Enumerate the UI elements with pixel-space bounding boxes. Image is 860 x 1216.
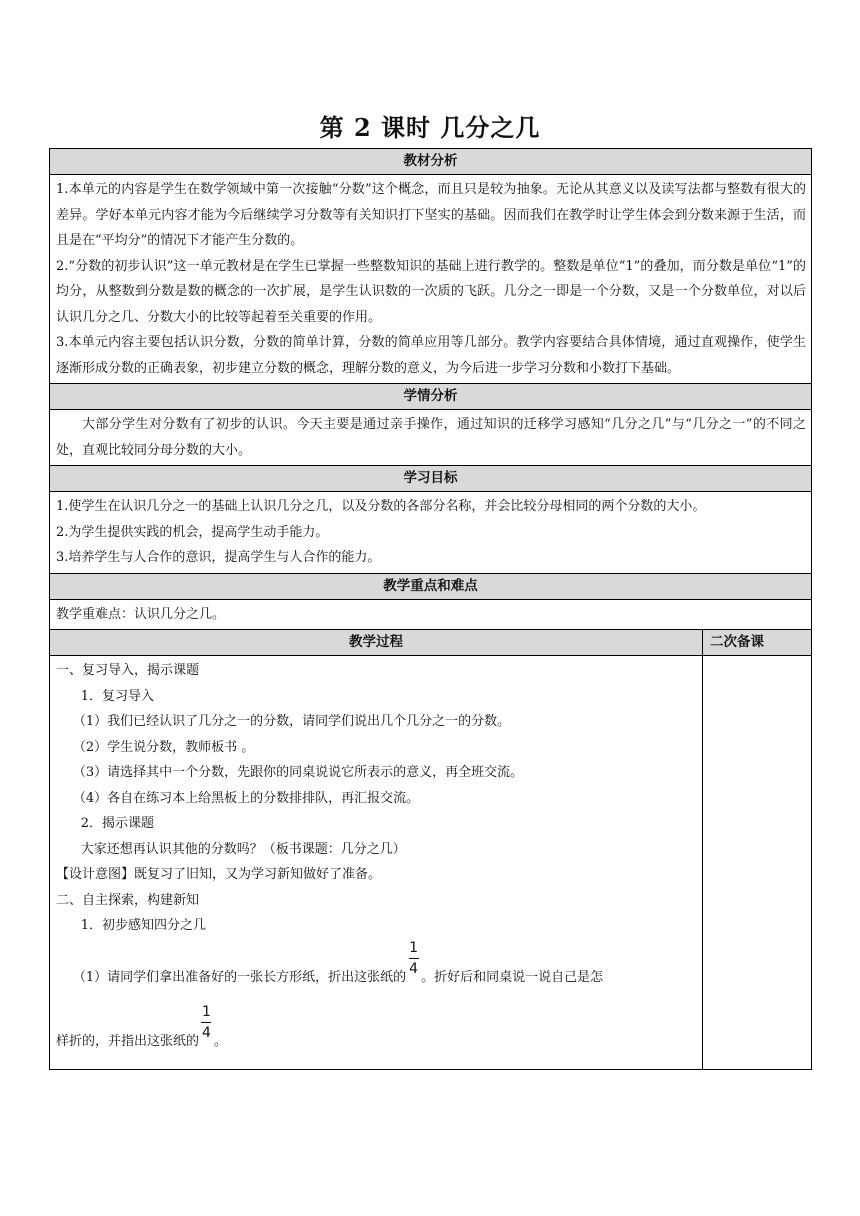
lesson-plan-table	[49, 148, 812, 1070]
fraction-bar	[409, 958, 419, 959]
learning-goals-header: 学习目标	[50, 466, 811, 492]
textbook-paragraph-2: 2.“分数的初步认识”这一单元教材是在学生已掌握一些整数知识的基础上进行教学的。整数是单位“1”的叠加，而分数是单位“1”的均分，从整数到分数是数的概念的一次扩展，是学生认识数的一次质的飞跃。几分之一即是一个分数，又是一个分数单位，对以后认识几分之几、分数大小的比较等起着至关重要的作用。	[56, 258, 806, 325]
process-line-13-tail: 。	[213, 1033, 227, 1049]
process-line-12-tail: 。折好后和同桌说一说自己是怎	[421, 969, 604, 985]
process-line-12-text: （1）请同学们拿出准备好的一张长方形纸，折出这张纸的	[72, 969, 407, 985]
teaching-process-content	[50, 656, 703, 1069]
process-line-10: 二、自主探索，构建新知	[56, 892, 200, 908]
fraction-one-quarter	[408, 940, 419, 977]
process-line-8: 大家还想再认识其他的分数吗？（板书课题：几分之几）	[80, 841, 406, 857]
student-paragraph-1: 大部分学生对分数有了初步的认识。今天主要是通过亲手操作，通过知识的迁移学习感知“几分之几”与“几分之一”的不同之处，直观比较同分母分数的大小。	[56, 417, 806, 458]
second-prep-header: 二次备课	[710, 634, 764, 650]
process-body-row	[50, 656, 811, 1069]
learning-goals-body	[50, 492, 811, 574]
process-line-13	[56, 1003, 698, 1067]
key-point-1: 教学重难点：认识几分之几。	[56, 606, 226, 622]
key-points-header: 教学重点和难点	[50, 574, 811, 600]
process-header-row	[50, 630, 811, 656]
process-line-4: （2）学生说分数，教师板书 。	[72, 739, 255, 755]
fraction-denominator: 4	[409, 960, 419, 977]
process-line-1: 一、复习导入，揭示课题	[56, 663, 200, 678]
process-line-11: 1．初步感知四分之几	[80, 918, 206, 933]
textbook-paragraph-1: 1.本单元的内容是学生在数学领域中第一次接触“分数”这个概念，而且只是较为抽象。无论从其意义以及读写法都与整数有很大的差异。学好本单元内容才能为今后继续学习分数等有关知识打下坚实的基础。因而我们在教学时让学生体会到分数来源于生活，而且是在“平均分”的情况下才能产生分数的。	[56, 182, 806, 248]
fraction-numerator: 1	[202, 1003, 211, 1020]
student-analysis-body	[50, 410, 811, 466]
textbook-analysis-body	[50, 175, 811, 384]
key-points-body	[50, 600, 811, 631]
fraction-one-quarter-2	[201, 1004, 212, 1041]
fraction-bar	[201, 1022, 211, 1023]
fraction-numerator: 1	[409, 939, 419, 956]
fraction-denominator: 4	[202, 1024, 211, 1041]
process-line-6: （4）各自在练习本上给黑板上的分数排排队，再汇报交流。	[72, 790, 420, 806]
textbook-analysis-header: 教材分析	[50, 149, 811, 175]
process-line-12	[56, 939, 698, 1003]
process-line-13-text: 样折的，并指出这张纸的	[56, 1033, 200, 1049]
process-line-7: 2．揭示课题	[80, 816, 154, 831]
process-line-3: （1）我们已经认识了几分之一的分数，请同学们说出几个几分之一的分数。	[72, 714, 511, 729]
goal-2: 2.为学生提供实践的机会，提高学生动手能力。	[56, 524, 329, 540]
page-title: 第 2 课时 几分之几	[319, 113, 541, 142]
process-line-2: 1．复习导入	[80, 688, 154, 704]
goal-3: 3.培养学生与人合作的意识，提高学生与人合作的能力。	[56, 550, 381, 565]
process-line-9: 【设计意图】既复习了旧知，又为学习新知做好了准备。	[56, 867, 382, 882]
second-prep-notes	[703, 656, 811, 1069]
textbook-paragraph-3: 3.本单元内容主要包括认识分数，分数的简单计算，分数的简单应用等几部分。教学内容要结合具体情境，通过直观操作，使学生逐渐形成分数的正确表象，初步建立分数的概念，理解分数的意义，为今后进一步学习分数和小数打下基础。	[56, 335, 806, 376]
process-line-5: （3）请选择其中一个分数，先跟你的同桌说说它所表示的意义，再全班交流。	[72, 765, 524, 780]
student-analysis-header: 学情分析	[50, 384, 811, 410]
goal-1: 1.使学生在认识几分之一的基础上认识几分之几，以及分数的各部分名称，并会比较分母相同的两个分数的大小。	[56, 499, 706, 514]
teaching-process-header: 教学过程	[50, 630, 703, 655]
